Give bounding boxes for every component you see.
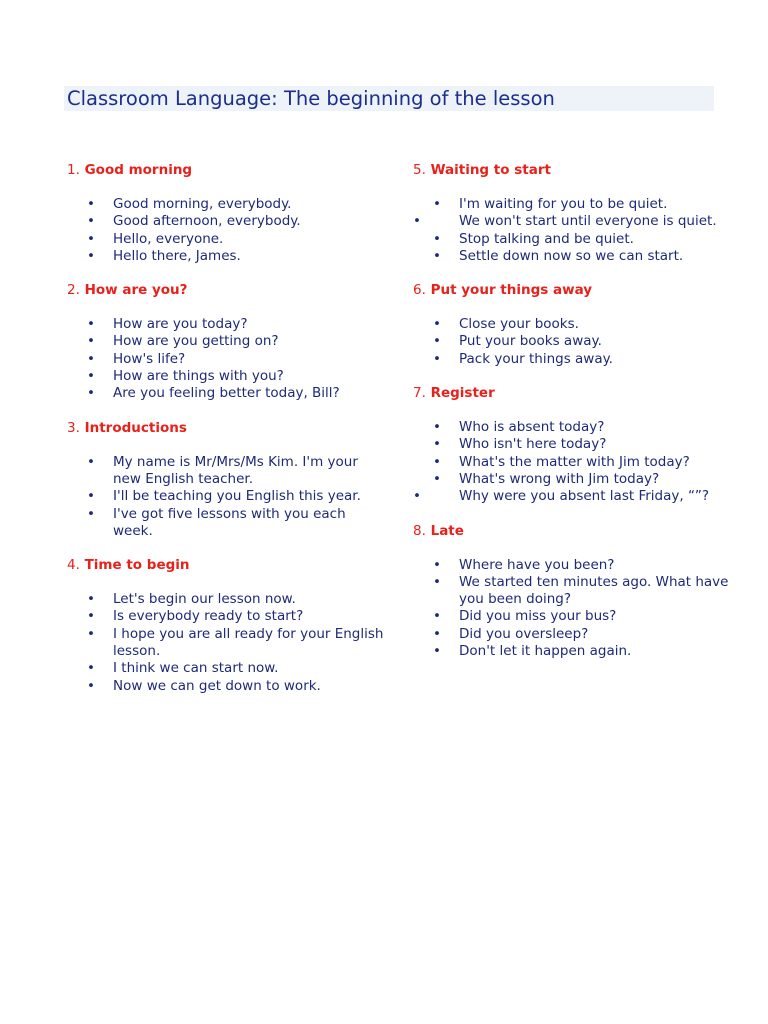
section-heading-text: How are you? [84, 282, 188, 299]
list-item: • My name is Mr/Mrs/Ms Kim. I'm your new English teacher. [67, 454, 387, 489]
section-heading-text: Introductions [84, 419, 187, 436]
bullet-list [413, 196, 738, 265]
list-item: • Did you oversleep? [413, 626, 738, 643]
section-heading-text: Late [430, 522, 464, 539]
section [413, 385, 738, 505]
list-item: • Hello, everyone. [67, 231, 387, 248]
list-item: • I'll be teaching you English this year. [67, 488, 387, 505]
section-number: 4. [67, 557, 80, 574]
section-heading [413, 162, 738, 179]
list-item: • Pack your things away. [413, 351, 738, 368]
list-item: • How are things with you? [67, 368, 387, 385]
section-number: 1. [67, 162, 80, 178]
right-column [413, 162, 738, 677]
section-heading-text: Put your things away [430, 282, 593, 299]
list-item: • Settle down now so we can start. [413, 248, 738, 265]
section-number: 2. [67, 282, 80, 299]
list-item: • Good afternoon, everybody. [67, 213, 387, 230]
bullet-list [67, 316, 387, 402]
list-item: • I hope you are all ready for your English lesson. [67, 626, 387, 661]
section-heading-text: Register [430, 385, 495, 402]
list-item: • Stop talking and be quiet. [413, 231, 738, 248]
list-item: • Good morning, everybody. [67, 196, 387, 213]
list-item: • How are you getting on? [67, 333, 387, 350]
bullet-list [67, 196, 387, 265]
section-number: 5. [413, 162, 426, 178]
list-item: • Did you miss your bus? [413, 608, 738, 625]
section-heading [413, 523, 738, 540]
section-number: 3. [67, 419, 80, 436]
section [413, 282, 738, 368]
section [413, 162, 738, 265]
section-heading [67, 557, 387, 574]
list-item: • We started ten minutes ago. What have you been doing? [413, 574, 738, 609]
list-item: • I've got five lessons with you each week. [67, 506, 387, 541]
section [67, 162, 387, 265]
section [67, 420, 387, 540]
section-heading [67, 420, 387, 437]
list-item: • Who is absent today? [413, 419, 738, 436]
list-item: • Hello there, James. [67, 248, 387, 265]
section-heading [413, 385, 738, 402]
section-heading [413, 282, 738, 299]
section-number: 6. [413, 282, 426, 299]
bullet-list [67, 454, 387, 540]
section [67, 557, 387, 695]
section-number: 8. [413, 522, 426, 539]
section-heading-text: Time to begin [84, 557, 190, 574]
list-item: • Are you feeling better today, Bill? [67, 385, 387, 402]
bullet-list [413, 557, 738, 661]
list-item: • Is everybody ready to start? [67, 608, 387, 625]
list-item: • Now we can get down to work. [67, 678, 387, 695]
section-heading [67, 162, 387, 179]
list-item: • We won't start until everyone is quiet. [413, 213, 738, 230]
list-item: • How's life? [67, 351, 387, 368]
list-item: • Who isn't here today? [413, 436, 738, 453]
list-item: • What's the matter with Jim today? [413, 454, 738, 471]
list-item: • I think we can start now. [67, 660, 387, 677]
list-item: • Where have you been? [413, 557, 738, 574]
left-column [67, 162, 387, 712]
list-item: • Put your books away. [413, 333, 738, 350]
list-item: • What's wrong with Jim today? [413, 471, 738, 488]
bullet-list [413, 316, 738, 368]
bullet-list [413, 419, 738, 505]
list-item: • Close your books. [413, 316, 738, 333]
section-heading-text: Good morning [84, 162, 193, 178]
page-title: Classroom Language: The beginning of the lesson [67, 87, 555, 110]
list-item: • Let's begin our lesson now. [67, 591, 387, 608]
list-item: • Why were you absent last Friday, “”? [413, 488, 738, 505]
section-heading [67, 282, 387, 299]
bullet-list [67, 591, 387, 695]
section [67, 282, 387, 402]
list-item: • How are you today? [67, 316, 387, 333]
list-item: • Don't let it happen again. [413, 643, 738, 660]
section-heading-text: Waiting to start [430, 162, 551, 178]
section-number: 7. [413, 385, 426, 402]
section [413, 523, 738, 661]
list-item: • I'm waiting for you to be quiet. [413, 196, 738, 213]
